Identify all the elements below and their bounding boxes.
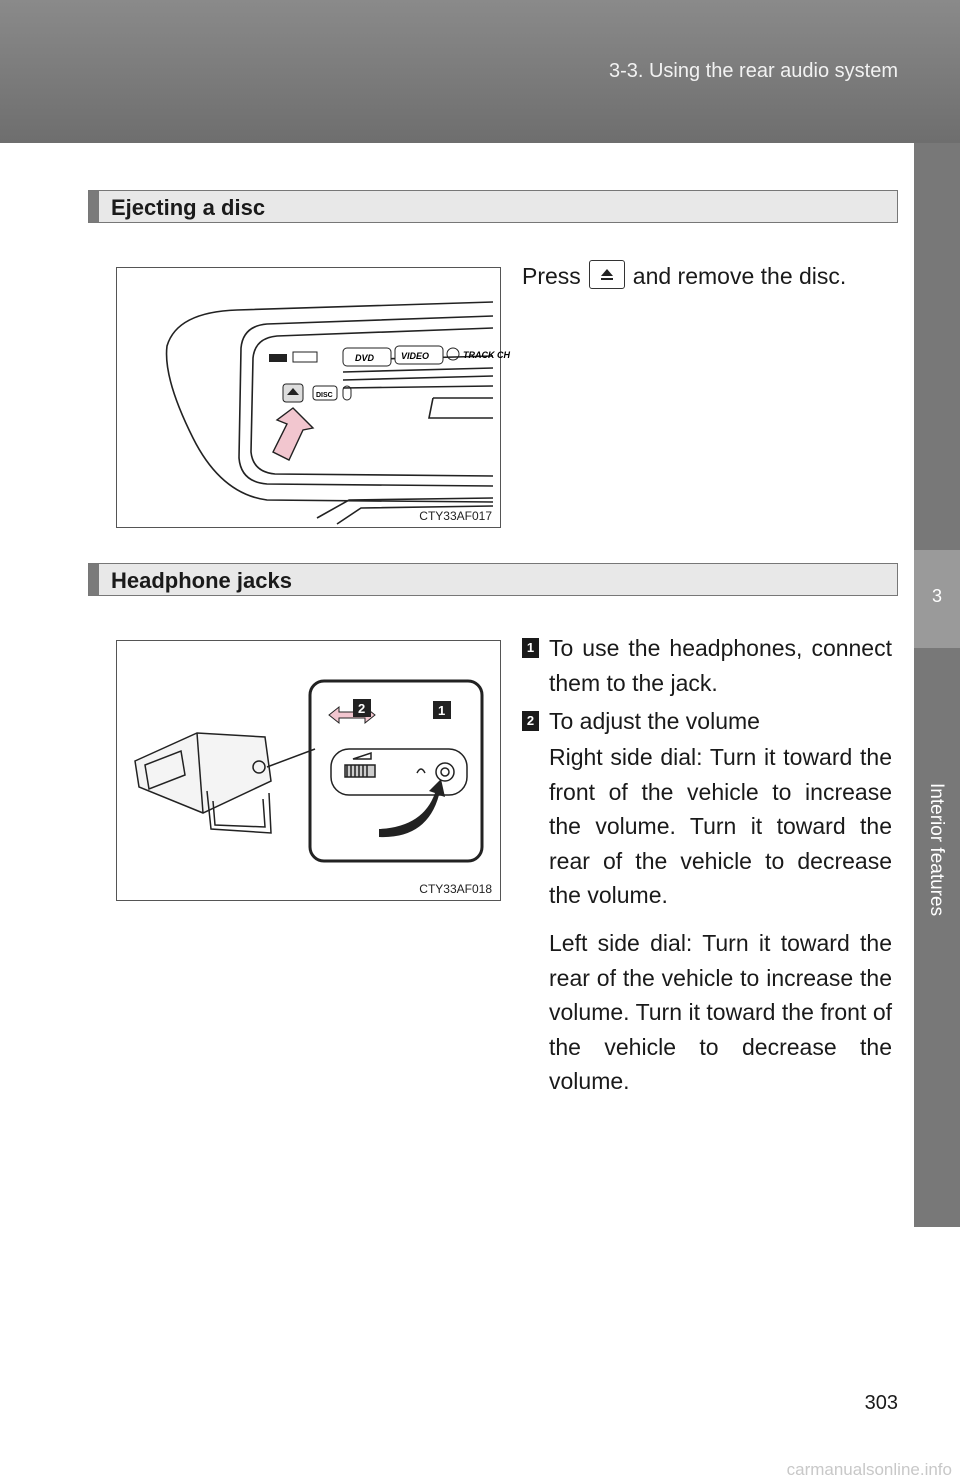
- chapter-title: 3-3. Using the rear audio system: [608, 60, 898, 82]
- step-2-marker: 2: [522, 711, 539, 731]
- section-heading-text: Headphone jacks: [111, 568, 292, 593]
- svg-text:1: 1: [438, 703, 446, 718]
- disc-button-label: DISC: [316, 392, 333, 399]
- step-1-marker: 1: [522, 638, 539, 658]
- figure-code: CTY33AF017: [419, 509, 492, 523]
- chapter-label: Interior features: [926, 783, 947, 917]
- section-heading-text: Ejecting a disc: [111, 195, 266, 220]
- section-heading-headphone: [88, 563, 898, 596]
- left-dial-text: Left side dial: Turn it toward the rear of the vehicle to increase the volume. Turn it toward the front of the vehicle to decrease the volume.: [549, 930, 892, 1094]
- step-1-text: To use the headphones, connect them to the jack.: [549, 635, 892, 696]
- chapter-side-tab: [914, 143, 960, 1227]
- figure-eject-disc: [116, 267, 510, 528]
- headphone-illustration: [117, 641, 500, 900]
- eject-illustration: [117, 268, 510, 527]
- page-header: [0, 0, 960, 143]
- eject-button-in-figure: [283, 384, 351, 402]
- right-dial-text: Right side dial: Turn it toward the front of the vehicle to increase the volume. Turn it toward the rear of the vehicle to decrease the volume.: [549, 744, 892, 908]
- section-heading-eject: [88, 190, 898, 223]
- figure-headphone-jacks: [116, 640, 501, 901]
- eject-instruction: [522, 259, 892, 294]
- callout-1: [433, 701, 451, 719]
- eject-key-icon: [589, 260, 625, 289]
- step-1: [522, 631, 892, 700]
- instruction-press: Press: [522, 263, 581, 289]
- video-button-label: VIDEO: [401, 351, 430, 361]
- dvd-button-label: DVD: [355, 353, 375, 363]
- footer-watermark: carmanualsonline.info: [786, 1460, 952, 1479]
- insert-arrow: [379, 779, 445, 837]
- button-strip: [269, 346, 510, 366]
- page-number: 303: [864, 1392, 898, 1414]
- track-button-label: TRACK CH: [463, 350, 510, 360]
- figure-code: CTY33AF018: [419, 882, 492, 896]
- chapter-number: 3: [931, 586, 942, 606]
- step-2-title: To adjust the volume: [549, 708, 760, 734]
- press-arrow: [273, 408, 313, 460]
- step-2: [522, 704, 892, 739]
- instruction-remove: and remove the disc.: [632, 263, 847, 289]
- svg-text:2: 2: [358, 701, 366, 716]
- callout-2: [353, 699, 371, 717]
